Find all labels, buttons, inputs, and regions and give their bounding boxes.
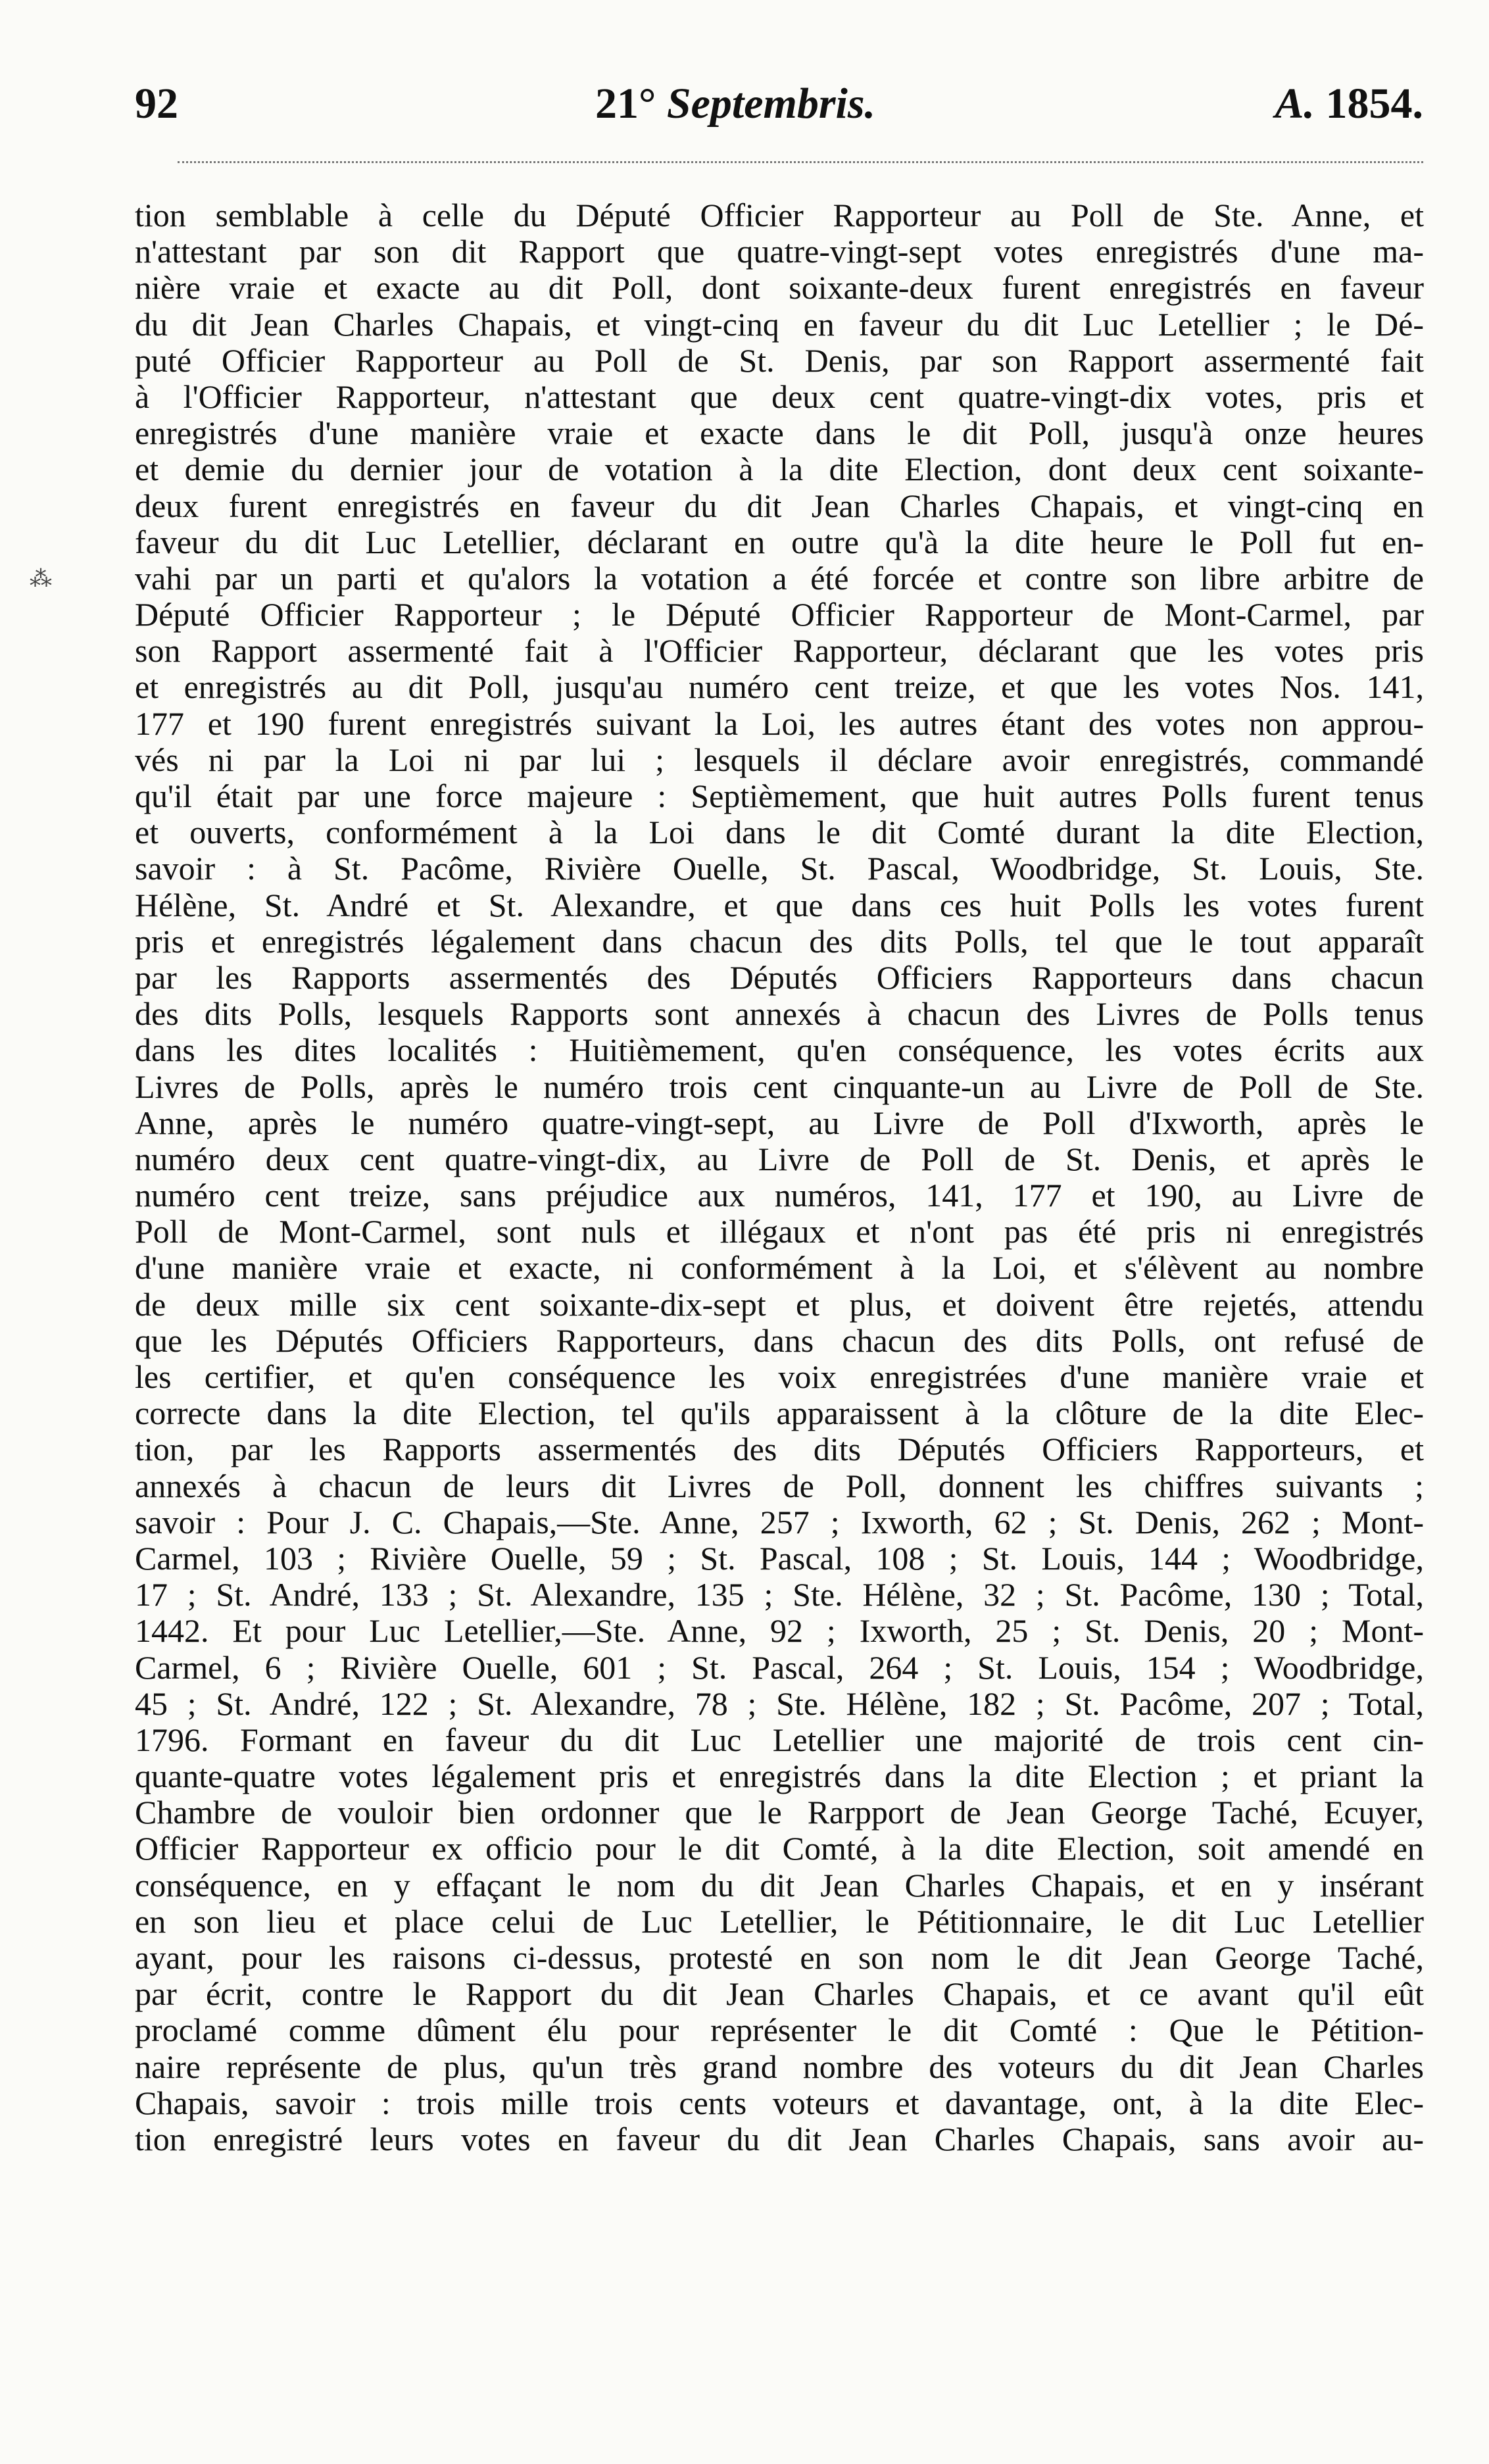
text-line: 45 ; St. André, 122 ; St. Alexandre, 78 ; Ste. Hélène, 182 ; St. Pacôme, 207 ; Total, [135, 1685, 1424, 1722]
text-line: par les Rapports assermentés des Députés Officiers Rapporteurs dans chacun [135, 958, 1424, 996]
text-line: tion, par les Rapports assermentés des dits Députés Officiers Rapporteurs, et [135, 1431, 1424, 1468]
text-line: Anne, après le numéro quatre-vingt-sept, au Livre de Poll d'Ixworth, après le [135, 1104, 1424, 1141]
text-line: Hélène, St. André et St. Alexandre, et que dans ces huit Polls les votes furent [135, 886, 1424, 924]
text-line: Carmel, 103 ; Rivière Ouelle, 59 ; St. Pascal, 108 ; St. Louis, 144 ; Woodbridge, [135, 1539, 1424, 1577]
header-year-number: 1854. [1325, 80, 1423, 128]
text-line: Officier Rapporteur ex officio pour le dit Comté, à la dite Election, soit amendé en [135, 1830, 1424, 1867]
header-month: Septembris. [666, 80, 876, 128]
text-line: 1442. Et pour Luc Letellier,—Ste. Anne, 92 ; Ixworth, 25 ; St. Denis, 20 ; Mont- [135, 1612, 1424, 1650]
text-line: tion enregistré leurs votes en faveur du dit Jean Charles Chapais, sans avoir au- [135, 2120, 1424, 2157]
text-line: conséquence, en y effaçant le nom du dit Jean Charles Chapais, et en y insérant [135, 1866, 1424, 1904]
text-line: quante-quatre votes légalement pris et enregistrés dans la dite Election ; et priant la [135, 1758, 1424, 1795]
text-line: deux furent enregistrés en faveur du dit Jean Charles Chapais, et vingt-cinq en [135, 487, 1424, 524]
header-year [1275, 79, 1423, 129]
text-line: vés ni par la Loi ni par lui ; lesquels il déclare avoir enregistrés, commandé [135, 741, 1424, 778]
text-line: et demie du dernier jour de votation à la dite Election, dont deux cent soixante- [135, 451, 1424, 488]
text-line: 1796. Formant en faveur du dit Luc Letellier une majorité de trois cent cin- [135, 1721, 1424, 1758]
text-line: Carmel, 6 ; Rivière Ouelle, 601 ; St. Pascal, 264 ; St. Louis, 154 ; Woodbridge, [135, 1648, 1424, 1686]
text-line: proclamé comme dûment élu pour représenter le dit Comté : Que le Pétition- [135, 2011, 1424, 2049]
text-line: qu'il était par une force majeure : Septièmement, que huit autres Polls furent tenus [135, 777, 1424, 814]
text-line: numéro deux cent quatre-vingt-dix, au Livre de Poll de St. Denis, et après le [135, 1140, 1424, 1177]
text-line: annexés à chacun de leurs dit Livres de Poll, donnent les chiffres suivants ; [135, 1467, 1424, 1504]
text-line: Chambre de vouloir bien ordonner que le Rarpport de Jean George Taché, Ecuyer, [135, 1794, 1424, 1831]
page-number: 92 [135, 80, 178, 128]
text-line: faveur du dit Luc Letellier, déclarant en outre qu'à la dite heure le Poll fut en- [135, 523, 1424, 560]
header-rule [178, 161, 1423, 163]
text-line: par écrit, contre le Rapport du dit Jean Charles Chapais, et ce avant qu'il eût [135, 1975, 1424, 2013]
margin-mark: ⁂ [30, 567, 52, 591]
text-line: Député Officier Rapporteur ; le Député Officier Rapporteur de Mont-Carmel, par [135, 596, 1424, 633]
text-line: pris et enregistrés légalement dans chacun des dits Polls, tel que le tout apparaît [135, 922, 1424, 960]
text-line: et enregistrés au dit Poll, jusqu'au numéro cent treize, et que les votes Nos. 141, [135, 668, 1424, 706]
text-line: et ouverts, conformément à la Loi dans le dit Comté durant la dite Election, [135, 814, 1424, 851]
text-line: tion semblable à celle du Député Officier Rapporteur au Poll de Ste. Anne, et [135, 197, 1424, 234]
text-line: des dits Polls, lesquels Rapports sont annexés à chacun des Livres de Polls tenus [135, 995, 1424, 1033]
text-line: savoir : Pour J. C. Chapais,—Ste. Anne, 257 ; Ixworth, 62 ; St. Denis, 262 ; Mont- [135, 1503, 1424, 1540]
text-line: Livres de Polls, après le numéro trois cent cinquante-un au Livre de Poll de Ste. [135, 1068, 1424, 1105]
text-line: 17 ; St. André, 133 ; St. Alexandre, 135 ; Ste. Hélène, 32 ; St. Pacôme, 130 ; Total, [135, 1576, 1424, 1614]
text-line: n'attestant par son dit Rapport que quatre-vingt-sept votes enregistrés d'une ma- [135, 233, 1424, 270]
running-header [135, 79, 1423, 138]
text-line: à l'Officier Rapporteur, n'attestant que deux cent quatre-vingt-dix votes, pris et [135, 378, 1424, 415]
header-date [595, 79, 875, 129]
header-day: 21° [595, 80, 656, 128]
text-line: en son lieu et place celui de Luc Letellier, le Pétitionnaire, le dit Luc Letellier [135, 1902, 1424, 1940]
text-line: les certifier, et qu'en conséquence les voix enregistrées d'une manière vraie et [135, 1358, 1424, 1395]
text-line: d'une manière vraie et exacte, ni conformément à la Loi, et s'élèvent au nombre [135, 1249, 1424, 1287]
text-line: numéro cent treize, sans préjudice aux numéros, 141, 177 et 190, au Livre de [135, 1177, 1424, 1214]
text-line: dans les dites localités : Huitièmement, qu'en conséquence, les votes écrits aux [135, 1031, 1424, 1069]
text-line: correcte dans la dite Election, tel qu'ils apparaissent à la clôture de la dite Elec- [135, 1394, 1424, 1432]
text-line: savoir : à St. Pacôme, Rivière Ouelle, St. Pascal, Woodbridge, St. Louis, Ste. [135, 850, 1424, 887]
text-line: puté Officier Rapporteur au Poll de St. Denis, par son Rapport assermenté fait [135, 341, 1424, 379]
text-line: nière vraie et exacte au dit Poll, dont soixante-deux furent enregistrés en faveur [135, 269, 1424, 307]
text-line: vahi par un parti et qu'alors la votation a été forcée et contre son libre arbitre de [135, 559, 1424, 597]
header-year-prefix: A. [1275, 80, 1315, 128]
text-line: que les Députés Officiers Rapporteurs, dans chacun des dits Polls, ont refusé de [135, 1321, 1424, 1359]
text-line: son Rapport assermenté fait à l'Officier Rapporteur, déclarant que les votes pris [135, 632, 1424, 670]
text-line: enregistrés d'une manière vraie et exacte dans le dit Poll, jusqu'à onze heures [135, 414, 1424, 452]
text-line: du dit Jean Charles Chapais, et vingt-cinq en faveur du dit Luc Letellier ; le Dé- [135, 305, 1424, 343]
text-line: naire représente de plus, qu'un très grand nombre des voteurs du dit Jean Charles [135, 2048, 1424, 2085]
text-line: de deux mille six cent soixante-dix-sept et plus, et doivent être rejetés, attendu [135, 1285, 1424, 1323]
text-line: 177 et 190 furent enregistrés suivant la Loi, les autres étant des votes non approu- [135, 704, 1424, 742]
text-line: Poll de Mont-Carmel, sont nuls et illégaux et n'ont pas été pris ni enregistrés [135, 1213, 1424, 1250]
text-line: ayant, pour les raisons ci-dessus, protesté en son nom le dit Jean George Taché, [135, 1939, 1424, 1976]
body-text [135, 197, 1424, 2157]
text-line: Chapais, savoir : trois mille trois cents voteurs et davantage, ont, à la dite Elec- [135, 2084, 1424, 2121]
